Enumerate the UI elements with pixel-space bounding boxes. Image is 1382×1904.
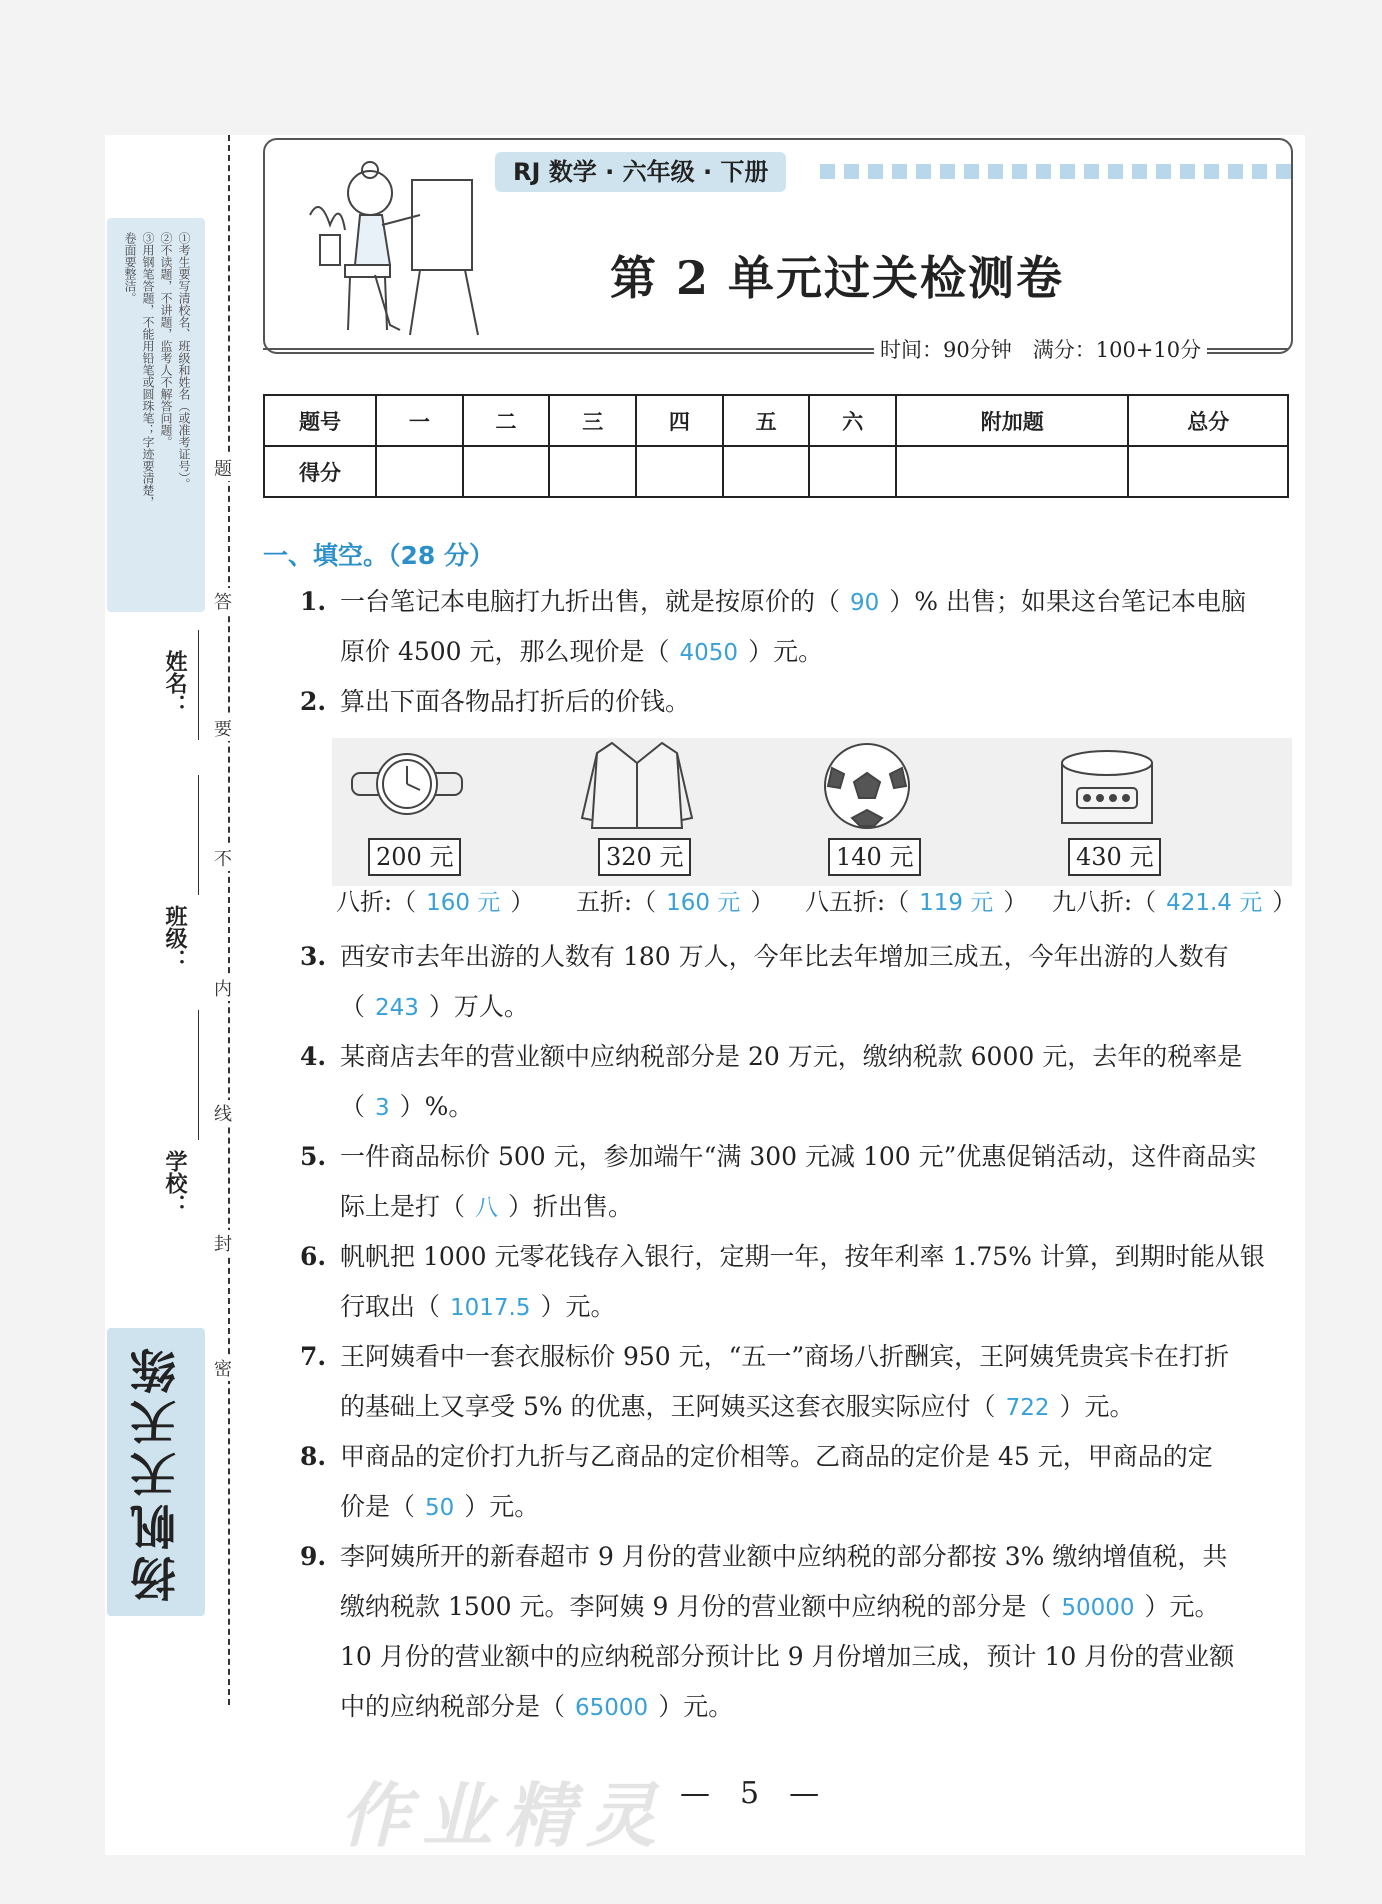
question-number: 3. xyxy=(300,942,327,971)
page-number: — 5 — xyxy=(680,1776,820,1811)
score-input[interactable] xyxy=(463,446,550,497)
price-tag: 140 元 xyxy=(828,838,921,876)
item-football xyxy=(792,738,942,871)
name-field[interactable]: 姓名： xyxy=(160,650,194,890)
seal-char: 密 xyxy=(214,1355,232,1381)
football-icon xyxy=(792,738,942,833)
discount-line: 八五折:（ 119 元 ） xyxy=(805,888,1028,916)
question-6-line-1: 帆帆把 1000 元零花钱存入银行，定期一年，按年利率 1.75% 计算，到期时能从银 xyxy=(340,1242,1265,1271)
exam-notes xyxy=(107,218,205,612)
answer: 八 xyxy=(475,1195,499,1221)
class-field[interactable]: 班级： xyxy=(160,905,194,1145)
question-1-line-2: 原价 4500 元，那么现价是（ 4050 ）元。 xyxy=(340,637,824,666)
seal-line xyxy=(228,135,230,1705)
score-input[interactable] xyxy=(1128,446,1288,497)
question-number: 1. xyxy=(300,587,327,616)
answer: 1017.5 xyxy=(450,1295,531,1321)
item-rice-cooker xyxy=(1032,738,1182,871)
girl-painting-illustration xyxy=(300,155,500,340)
seal-char: 答 xyxy=(214,588,232,614)
score-input[interactable] xyxy=(809,446,896,497)
question-3-line-2: （ 243 ）万人。 xyxy=(340,992,529,1021)
section-heading: 一、填空。（28 分） xyxy=(263,541,494,570)
answer: 722 xyxy=(1005,1395,1050,1421)
question-9-line-2: 缴纳税款 1500 元。李阿姨 9 月份的营业额中应纳税的部分是（ 50000 ）元。 xyxy=(340,1592,1220,1621)
question-number: 8. xyxy=(300,1442,327,1471)
question-7-line-2: 的基础上又享受 5% 的优惠，王阿姨买这套衣服实际应付（ 722 ）元。 xyxy=(340,1392,1135,1421)
question-9-line-4: 中的应纳税部分是（ 65000 ）元。 xyxy=(340,1692,734,1721)
answer: 421.4 元 xyxy=(1166,890,1263,916)
answer: 90 xyxy=(850,590,880,616)
item-coat xyxy=(562,738,712,871)
question-9-line-3: 10 月份的营业额中的应纳税部分预计比 9 月份增加三成，预计 10 月份的营业额 xyxy=(340,1642,1235,1671)
answer: 50 xyxy=(425,1495,455,1521)
score-input[interactable] xyxy=(723,446,810,497)
price-tag: 430 元 xyxy=(1068,838,1161,876)
watermark: 作业精灵 xyxy=(340,1775,668,1857)
score-input[interactable] xyxy=(636,446,723,497)
table-cell: 一 xyxy=(376,395,463,446)
question-8-line-2: 价是（ 50 ）元。 xyxy=(340,1492,540,1521)
answer: 160 元 xyxy=(426,890,501,916)
question-3-line-1: 西安市去年出游的人数有 180 万人，今年比去年增加三成五，今年出游的人数有 xyxy=(340,942,1229,971)
question-8-line-1: 甲商品的定价打九折与乙商品的定价相等。乙商品的定价是 45 元，甲商品的定 xyxy=(340,1442,1213,1471)
question-4-line-2: （ 3 ）%。 xyxy=(340,1092,474,1121)
table-cell: 总分 xyxy=(1128,395,1288,446)
table-cell: 题号 xyxy=(264,395,376,446)
note-1: ①考生要写清校名、班级和姓名（或准考证号）。 xyxy=(177,232,191,490)
question-2-text: 算出下面各物品打折后的价钱。 xyxy=(340,687,691,716)
exam-meta: 时间：90分钟 满分：100+10分 xyxy=(874,334,1207,364)
answer: 3 xyxy=(375,1095,390,1121)
brand-logo: 扬帆天天练 xyxy=(107,1328,205,1616)
question-7-line-1: 王阿姨看中一套衣服标价 950 元，“五一”商场八折酬宾，王阿姨凭贵宾卡在打折 xyxy=(340,1342,1230,1371)
item-watch xyxy=(332,738,482,871)
score-input[interactable] xyxy=(896,446,1128,497)
answer: 4050 xyxy=(679,640,739,666)
note-2: ②不读题，不讲题，监考人不解答问题。 xyxy=(159,232,173,448)
discount-line: 九八折:（ 421.4 元 ） xyxy=(1052,888,1297,916)
question-number: 4. xyxy=(300,1042,327,1071)
question-number: 5. xyxy=(300,1142,327,1171)
items-panel xyxy=(332,738,1292,886)
decorative-squares xyxy=(820,164,1291,179)
school-field[interactable]: 学校： xyxy=(160,1150,194,1390)
question-9-line-1: 李阿姨所开的新春超市 9 月份的营业额中应纳税的部分都按 3% 缴纳增值税，共 xyxy=(340,1542,1228,1571)
table-cell: 五 xyxy=(723,395,810,446)
rice-cooker-icon xyxy=(1032,738,1182,833)
note-4: 卷面要整洁。 xyxy=(123,232,137,304)
seal-char: 不 xyxy=(214,845,232,871)
seal-char: 封 xyxy=(214,1230,232,1256)
answer: 65000 xyxy=(575,1695,649,1721)
seal-char: 要 xyxy=(214,715,232,741)
series-label: RJ 数学 · 六年级 · 下册 xyxy=(495,152,786,192)
question-1-line-1: 一台笔记本电脑打九折出售，就是按原价的（ 90 ）% 出售；如果这台笔记本电脑 xyxy=(340,587,1246,616)
question-4-line-1: 某商店去年的营业额中应纳税部分是 20 万元，缴纳税款 6000 元，去年的税率是 xyxy=(340,1042,1243,1071)
page-title: 第 2 单元过关检测卷 xyxy=(610,251,1065,305)
watch-icon xyxy=(332,738,482,833)
question-6-line-2: 行取出（ 1017.5 ）元。 xyxy=(340,1292,616,1321)
question-number: 6. xyxy=(300,1242,327,1271)
table-cell: 得分 xyxy=(264,446,376,497)
table-cell: 二 xyxy=(463,395,550,446)
score-input[interactable] xyxy=(376,446,463,497)
table-row xyxy=(264,446,1288,497)
question-number: 7. xyxy=(300,1342,327,1371)
answer: 50000 xyxy=(1061,1595,1135,1621)
score-input[interactable] xyxy=(549,446,636,497)
answer: 160 元 xyxy=(666,890,741,916)
answer: 243 xyxy=(375,995,419,1021)
table-cell: 三 xyxy=(549,395,636,446)
price-tag: 320 元 xyxy=(598,838,691,876)
table-cell: 四 xyxy=(636,395,723,446)
discount-line: 八折:（ 160 元 ） xyxy=(336,888,535,916)
table-row xyxy=(264,395,1288,446)
question-number: 9. xyxy=(300,1542,327,1571)
score-table xyxy=(263,394,1289,498)
price-tag: 200 元 xyxy=(368,838,461,876)
seal-char: 题 xyxy=(214,455,232,481)
note-3: ③用钢笔答题，不能用铅笔或圆珠笔；字迹要清楚， xyxy=(141,232,155,508)
discount-line: 五折:（ 160 元 ） xyxy=(576,888,775,916)
question-number: 2. xyxy=(300,687,327,716)
table-cell: 六 xyxy=(809,395,896,446)
table-cell: 附加题 xyxy=(896,395,1128,446)
coat-icon xyxy=(562,738,712,833)
question-5-line-1: 一件商品标价 500 元，参加端午“满 300 元减 100 元”优惠促销活动，这件商品实 xyxy=(340,1142,1257,1171)
answer: 119 元 xyxy=(919,890,994,916)
seal-char: 线 xyxy=(214,1100,232,1126)
seal-char: 内 xyxy=(214,975,232,1001)
question-5-line-2: 际上是打（ 八 ）折出售。 xyxy=(340,1192,634,1221)
